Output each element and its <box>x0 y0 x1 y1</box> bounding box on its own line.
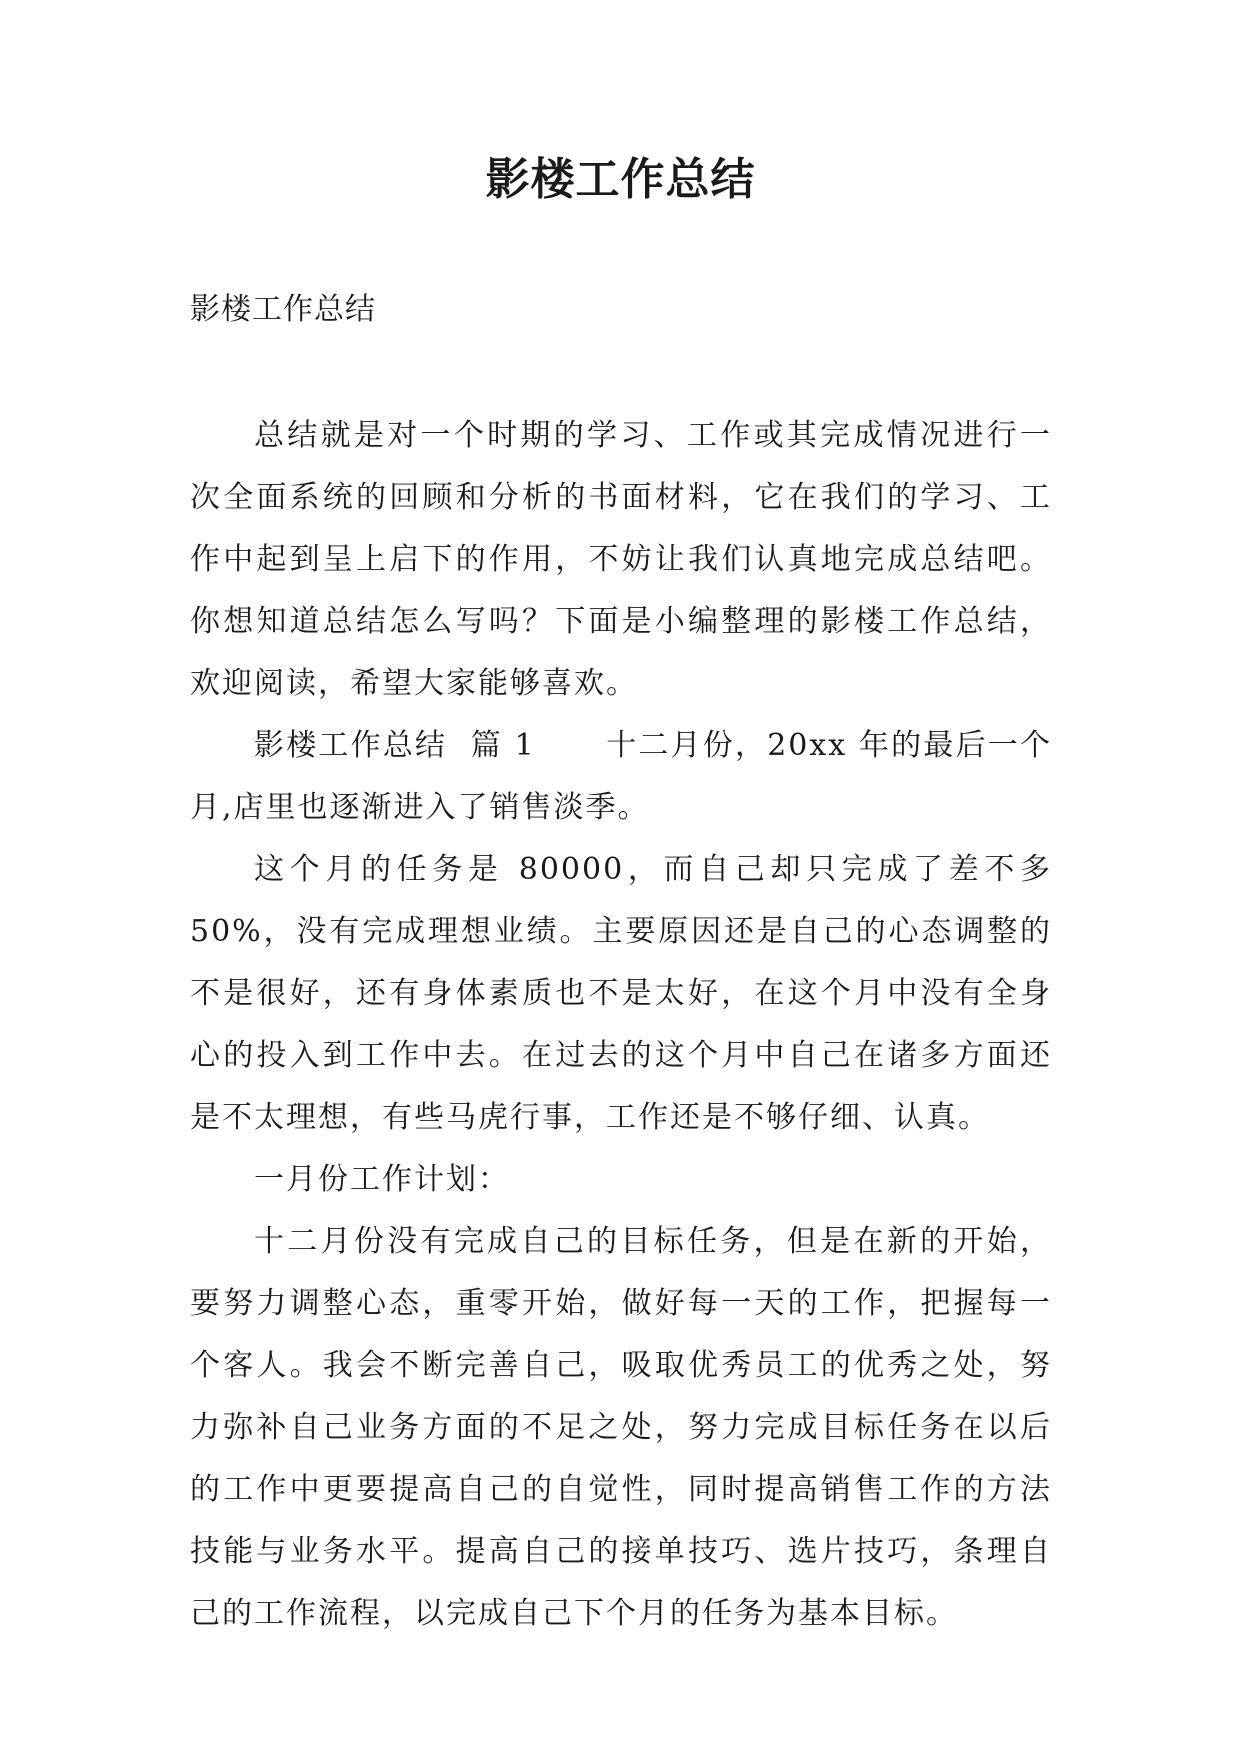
paragraph-task-summary: 这个月的任务是 80000，而自己却只完成了差不多 50%，没有完成理想业绩。主要原因还是自己的心态调整的不是很好，还有身体素质也不是太好，在这个月中没有全身心的投入到工作中去。在过去的这个月中自己在诸多方面还是不太理想，有些马虎行事，工作还是不够仔细、认真。 <box>190 852 1052 1135</box>
document-body <box>190 405 1052 1645</box>
paragraph-intro: 总结就是对一个时期的学习、工作或其完成情况进行一次全面系统的回顾和分析的书面材料，它在我们的学习、工作中起到呈上启下的作用，不妨让我们认真地完成总结吧。你想知道总结怎么写吗？下面是小编整理的影楼工作总结，欢迎阅读，希望大家能够喜欢。 <box>190 418 1052 701</box>
paragraph-section-heading: 影楼工作总结 篇 1 十二月份，20xx 年的最后一个月,店里也逐渐进入了销售淡季。 <box>190 728 1052 825</box>
paragraph-plan-heading: 一月份工作计划： <box>254 1162 510 1197</box>
document-title: 影楼工作总结 <box>485 154 756 205</box>
document-subtitle: 影楼工作总结 <box>190 292 376 327</box>
paragraph-plan-body: 十二月份没有完成自己的目标任务，但是在新的开始，要努力调整心态，重零开始，做好每一天的工作，把握每一个客人。我会不断完善自己，吸取优秀员工的优秀之处，努力弥补自己业务方面的不足之处，努力完成目标任务在以后的工作中更要提高自己的自觉性，同时提高销售工作的方法技能与业务水平。提高自己的接单技巧、选片技巧，条理自己的工作流程，以完成自己下个月的任务为基本目标。 <box>190 1224 1052 1631</box>
